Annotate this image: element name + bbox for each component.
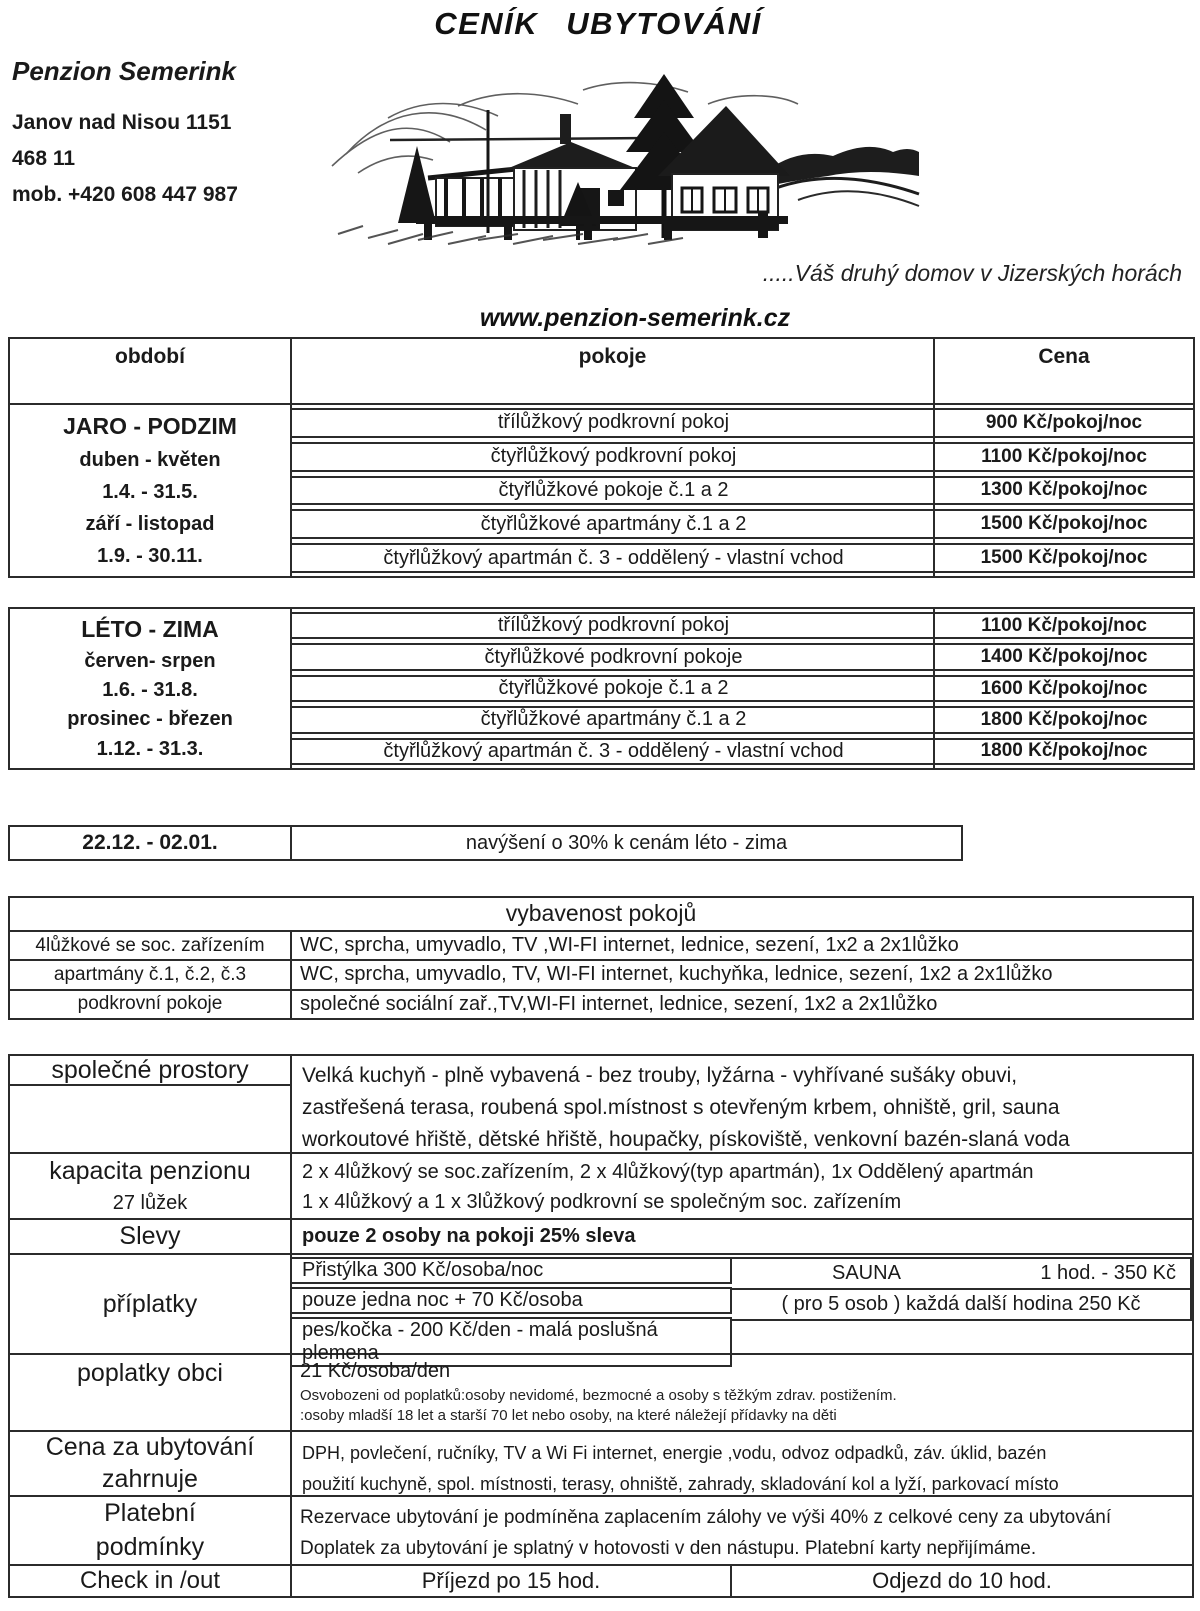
check-in-time: Příjezd po 15 hod. xyxy=(292,1566,732,1596)
season-months: červen- srpen xyxy=(84,649,216,672)
holiday-note: navýšení o 30% k cenám léto - zima xyxy=(465,831,788,854)
capacity-row xyxy=(10,1154,1192,1220)
price-includes-row xyxy=(10,1432,1192,1497)
table-row xyxy=(10,991,1192,1018)
table-row xyxy=(292,738,1193,765)
common-areas-label: společné prostory xyxy=(10,1056,290,1086)
room-type: čtyřlůžkové apartmány č.1 a 2 xyxy=(480,708,747,731)
room-type: čtyřlůžkový apartmán č. 3 - oddělený - vlastní vchod xyxy=(383,546,844,569)
city-fee-label: poplatky obci xyxy=(10,1355,292,1430)
room-type: čtyřlůžkový apartmán č. 3 - oddělený - vlastní vchod xyxy=(383,739,844,762)
check-out-time: Odjezd do 10 hod. xyxy=(872,1568,1052,1593)
season-name: LÉTO - ZIMA xyxy=(81,616,219,643)
common-areas-row xyxy=(10,1056,1192,1154)
room-price: 900 Kč/pokoj/noc xyxy=(985,411,1143,433)
room-price: 1500 Kč/pokoj/noc xyxy=(980,547,1148,569)
equipment-table-title: vybavenost pokojů xyxy=(10,898,1192,932)
details-table xyxy=(8,1054,1194,1598)
table-row xyxy=(292,408,1193,438)
payment-terms-line: Rezervace ubytování je podmíněna zaplacením zálohy ve výši 40% z celkové ceny za ubytování xyxy=(300,1507,1112,1528)
holiday-period: 22.12. - 02.01. xyxy=(10,827,292,859)
season-months: září - listopad xyxy=(85,512,215,535)
discounts-label: Slevy xyxy=(10,1220,292,1253)
room-category: 4lůžkové se soc. zařízením xyxy=(10,932,292,959)
sauna-label: SAUNA xyxy=(832,1262,901,1284)
season-months: duben - květen xyxy=(79,449,221,472)
table-row xyxy=(10,961,1192,990)
price-includes-label: Cena za ubytování xyxy=(45,1433,255,1462)
pension-sketch-image xyxy=(328,48,920,246)
room-price: 1600 Kč/pokoj/noc xyxy=(980,677,1148,699)
website-url: www.penzion-semerink.cz xyxy=(479,304,791,332)
common-areas-line: Velká kuchyň - plně vybavená - bez trouby, lyžárna - vyhřívané sušáky obuvi, xyxy=(302,1064,1018,1087)
extra-bed-surcharge: Přistýlka 300 Kč/osoba/noc xyxy=(292,1257,732,1284)
column-header-period: období xyxy=(10,339,292,403)
room-price: 1800 Kč/pokoj/noc xyxy=(980,740,1148,762)
table-row xyxy=(292,442,1193,472)
table-row xyxy=(292,706,1193,733)
discounts-row xyxy=(10,1220,1192,1255)
table-row xyxy=(292,675,1193,702)
check-in-out-row xyxy=(10,1566,1192,1596)
city-fee-note: Osvobozeni od poplatků:osoby nevidomé, bezmocné a osoby s těžkým zdrav. postižením. xyxy=(300,1387,897,1404)
city-fee-row xyxy=(10,1355,1192,1432)
payment-terms-label: Platební xyxy=(104,1499,196,1528)
holiday-surcharge-row xyxy=(8,825,963,861)
common-areas-line: workoutové hřiště, dětské hřiště, houpačky, pískoviště, venkovní bazén-slaná voda xyxy=(302,1128,1070,1151)
table-row xyxy=(292,643,1193,670)
city-fee-note: :osoby mladší 18 let a starší 70 let nebo osoby, na které náležejí přídavky na děti xyxy=(300,1407,837,1424)
one-night-surcharge: pouze jedna noc + 70 Kč/osoba xyxy=(292,1287,732,1314)
season-dates: 1.12. - 31.3. xyxy=(96,737,204,760)
sauna-note: ( pro 5 osob ) každá další hodina 250 Kč xyxy=(732,1288,1190,1319)
season-dates: 1.9. - 30.11. xyxy=(97,544,203,567)
phone-number: mob. +420 608 447 987 xyxy=(12,183,238,206)
room-category: apartmány č.1, č.2, č.3 xyxy=(10,961,292,988)
column-divider xyxy=(933,609,935,768)
address-line-1: Janov nad Nisou 1151 xyxy=(12,111,232,134)
table-row xyxy=(292,543,1193,573)
room-type: čtyřlůžkový podkrovní pokoj xyxy=(490,445,737,468)
room-type: čtyřlůžkové podkrovní pokoje xyxy=(484,645,743,668)
season-dates: 1.6. - 31.8. xyxy=(102,678,198,701)
season-name: JARO - PODZIM xyxy=(63,413,237,440)
period-cell xyxy=(10,609,292,768)
season-months: prosinec - březen xyxy=(67,708,233,731)
sauna-price-box xyxy=(732,1257,1192,1321)
column-header-rooms: pokoje xyxy=(578,345,647,368)
room-price: 1100 Kč/pokoj/noc xyxy=(981,445,1147,467)
table-row xyxy=(292,509,1193,539)
price-table-summer-winter xyxy=(8,607,1195,770)
price-includes-label: zahrnuje xyxy=(102,1464,198,1493)
season-dates: 1.4. - 31.5. xyxy=(102,480,198,503)
address-line-2: 468 11 xyxy=(12,147,76,170)
table-row xyxy=(10,932,1192,961)
room-type: čtyřlůžkové apartmány č.1 a 2 xyxy=(480,512,747,535)
room-equipment: WC, sprcha, umyvadlo, TV, WI-FI internet, kuchyňka, lednice, sezení, 1x2 a 2x1lůžko xyxy=(300,963,1053,986)
surcharges-label: příplatky xyxy=(10,1255,292,1353)
column-divider xyxy=(933,405,935,576)
capacity-line: 2 x 4lůžkový se soc.zařízením, 2 x 4lůžkový(typ apartmán), 1x Oddělený apartmán xyxy=(302,1161,1034,1183)
sauna-first-hour-price: 1 hod. - 350 Kč xyxy=(1040,1262,1176,1284)
table-row xyxy=(292,476,1193,506)
room-category: podkrovní pokoje xyxy=(10,991,292,1018)
capacity-label: kapacita penzionu xyxy=(49,1157,251,1185)
payment-terms-row xyxy=(10,1497,1192,1566)
price-table-header xyxy=(10,339,1193,405)
room-price: 1400 Kč/pokoj/noc xyxy=(980,646,1148,668)
room-price: 1100 Kč/pokoj/noc xyxy=(981,614,1147,636)
pension-name: Penzion Semerink xyxy=(12,56,236,86)
pet-surcharge: pes/kočka - 200 Kč/den - malá poslušná plemena xyxy=(292,1317,732,1367)
payment-terms-label: podmínky xyxy=(95,1532,205,1561)
column-header-price: Cena xyxy=(933,339,1193,403)
room-price: 1500 Kč/pokoj/noc xyxy=(980,513,1148,535)
room-type: čtyřlůžkové pokoje č.1 a 2 xyxy=(498,677,729,700)
room-type: čtyřlůžkové pokoje č.1 a 2 xyxy=(498,478,729,501)
period-cell xyxy=(10,405,292,576)
room-price: 1800 Kč/pokoj/noc xyxy=(980,708,1148,730)
capacity-line: 1 x 4lůžkový a 1 x 3lůžkový podkrovní se společným soc. zařízením xyxy=(302,1191,902,1213)
beds-count: 27 lůžek xyxy=(112,1192,188,1214)
city-fee-value: 21 Kč/osoba/den xyxy=(300,1360,451,1382)
room-equipment-table xyxy=(8,896,1194,1020)
slogan-text: .....Váš druhý domov v Jizerských horách xyxy=(762,260,1182,286)
price-includes-line: DPH, povlečení, ručníky, TV a Wi Fi internet, energie ,vodu, odvoz odpadků, záv. úklid, bazén xyxy=(302,1443,1047,1463)
page-title: CENÍK UBYTOVÁNÍ xyxy=(434,6,762,41)
payment-terms-line: Doplatek za ubytování je splatný v hotovosti v den nástupu. Platební karty nepřijímáme. xyxy=(300,1538,1037,1559)
discounts-value: pouze 2 osoby na pokoji 25% sleva xyxy=(302,1225,636,1247)
price-table-spring-autumn xyxy=(8,337,1195,578)
contact-block xyxy=(12,56,238,219)
room-equipment: WC, sprcha, umyvadlo, TV ,WI-FI internet, lednice, sezení, 1x2 a 2x1lůžko xyxy=(300,934,959,957)
surcharges-row xyxy=(10,1255,1192,1364)
room-price: 1300 Kč/pokoj/noc xyxy=(980,479,1148,501)
table-row xyxy=(292,612,1193,639)
price-includes-line: použití kuchyně, spol. místnosti, terasy, ohniště, zahrady, skladování kol a lyží, parkovací místo xyxy=(302,1474,1059,1494)
room-type: třílůžkový podkrovní pokoj xyxy=(497,614,730,637)
room-equipment: společné sociální zař.,TV,WI-FI internet, lednice, sezení, 1x2 a 2x1lůžko xyxy=(300,992,938,1015)
common-areas-line: zastřešená terasa, roubená spol.místnost s otevřeným krbem, ohniště, gril, sauna xyxy=(302,1096,1060,1119)
room-type: třílůžkový podkrovní pokoj xyxy=(497,411,730,434)
check-in-out-label: Check in /out xyxy=(10,1566,292,1596)
